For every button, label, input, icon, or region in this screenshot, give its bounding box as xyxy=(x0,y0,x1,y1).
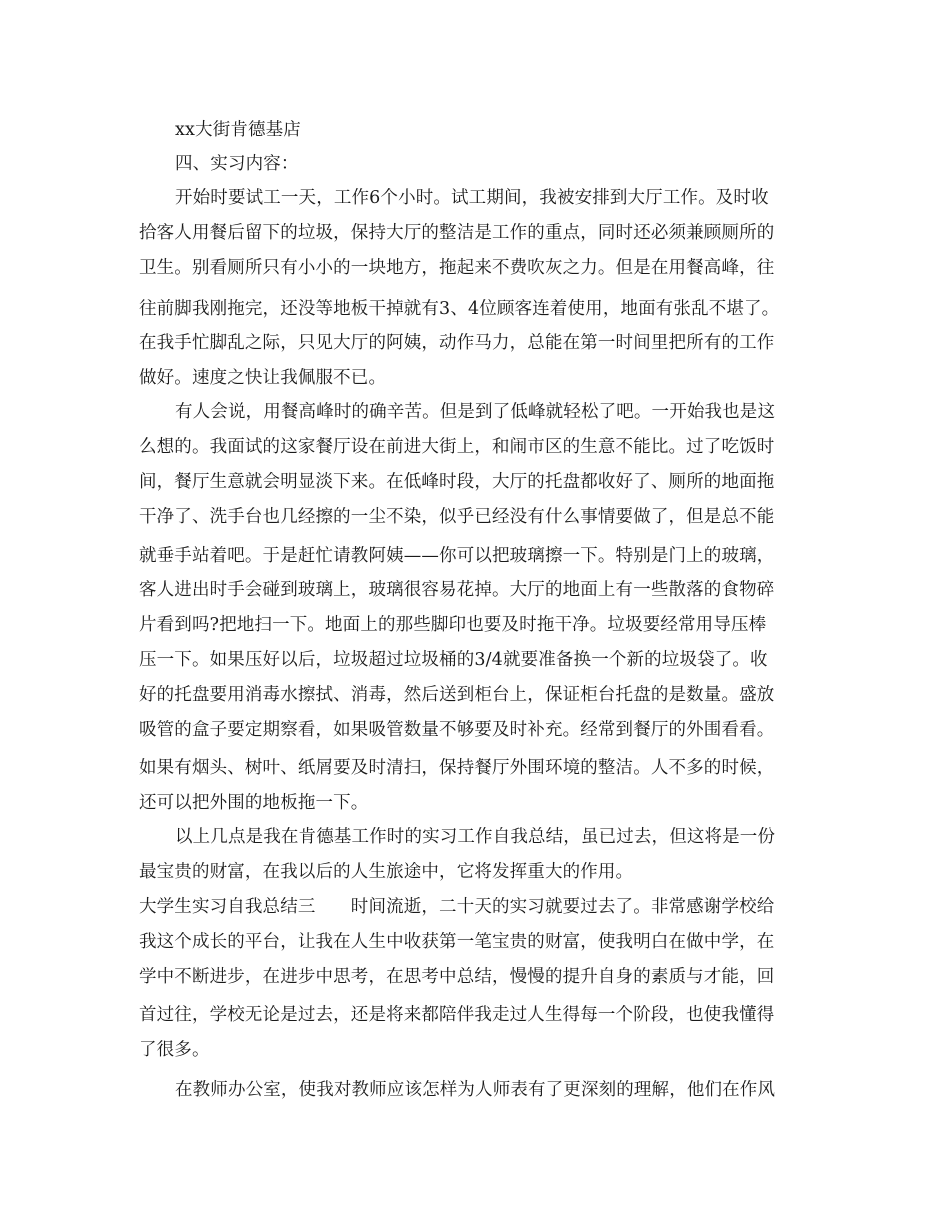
text-line: 以上几点是我在肯德基工作时的实习工作自我总结，虽已过去，但这将是一份 xyxy=(175,827,776,847)
text-line: 了很多。 xyxy=(139,1040,210,1060)
text-line: 四、实习内容： xyxy=(175,154,299,174)
text-line: 客人进出时手会碰到玻璃上，玻璃很容易花掉。大厅的地面上有一些散落的食物碎 xyxy=(139,580,775,600)
text-line: 间，餐厅生意就会明显淡下来。在低峰时段，大厅的托盘都收好了、厕所的地面拖 xyxy=(139,472,775,492)
text-line: 首过往，学校无论是过去，还是将来都陪伴我走过人生得每一个阶段，也使我懂得 xyxy=(139,1005,775,1025)
text-line: 好的托盘要用消毒水擦拭、消毒，然后送到柜台上，保证柜台托盘的是数量。盛放 xyxy=(139,685,775,705)
text-line: 吸管的盒子要定期察看，如果吸管数量不够要及时补充。经常到餐厅的外围看看。 xyxy=(139,720,775,740)
text-line: 学中不断进步，在进步中思考，在思考中总结，慢慢的提升自身的素质与才能，回 xyxy=(139,967,775,987)
text-line: 么想的。我面试的这家餐厅设在前进大街上，和闹市区的生意不能比。过了吃饭时 xyxy=(139,437,775,457)
text-line: 就垂手站着吧。于是赶忙请教阿姨——你可以把玻璃擦一下。特别是门上的玻璃， xyxy=(139,546,775,566)
text-line: 最宝贵的财富，在我以后的人生旅途中，它将发挥重大的作用。 xyxy=(139,862,634,882)
text-line: 往前脚我刚拖完，还没等地板干掉就有3、4位顾客连着使用，地面有张乱不堪了。 xyxy=(139,299,780,319)
text-line: 在我手忙脚乱之际，只见大厅的阿姨，动作马力，总能在第一时间里把所有的工作 xyxy=(139,333,775,353)
text-line: 在教师办公室，使我对教师应该怎样为人师表有了更深刻的理解，他们在作风 xyxy=(175,1080,776,1100)
text-line: 如果有烟头、树叶、纸屑要及时清扫，保持餐厅外围环境的整洁。人不多的时候， xyxy=(139,758,775,778)
text-line: 有人会说，用餐高峰时的确辛苦。但是到了低峰就轻松了吧。一开始我也是这 xyxy=(175,402,776,422)
text-line: 干净了、洗手台也几经擦的一尘不染，似乎已经没有什么事情要做了，但是总不能 xyxy=(139,507,775,527)
text-line: 我这个成长的平台，让我在人生中收获第一笔宝贵的财富，使我明白在做中学，在 xyxy=(139,932,775,952)
text-line: 做好。速度之快让我佩服不已。 xyxy=(139,368,387,388)
text-line: 大学生实习自我总结三 时间流逝，二十天的实习就要过去了。非常感谢学校给 xyxy=(139,897,775,917)
text-line: xx大街肯德基店 xyxy=(175,120,301,140)
text-line: 还可以把外围的地板拖一下。 xyxy=(139,793,369,813)
text-line: 拾客人用餐后留下的垃圾，保持大厅的整洁是工作的重点，同时还必须兼顾厕所的 xyxy=(139,223,775,243)
text-line: 卫生。别看厕所只有小小的一块地方，拖起来不费吹灰之力。但是在用餐高峰，往 xyxy=(139,258,775,278)
text-line: 开始时要试工一天，工作6个小时。试工期间，我被安排到大厅工作。及时收 xyxy=(175,188,769,208)
text-line: 压一下。如果压好以后，垃圾超过垃圾桶的3/4就要准备换一个新的垃圾袋了。收 xyxy=(139,650,768,670)
text-line: 片看到吗?把地扫一下。地面上的那些脚印也要及时拖干净。垃圾要经常用导压棒 xyxy=(139,615,767,635)
